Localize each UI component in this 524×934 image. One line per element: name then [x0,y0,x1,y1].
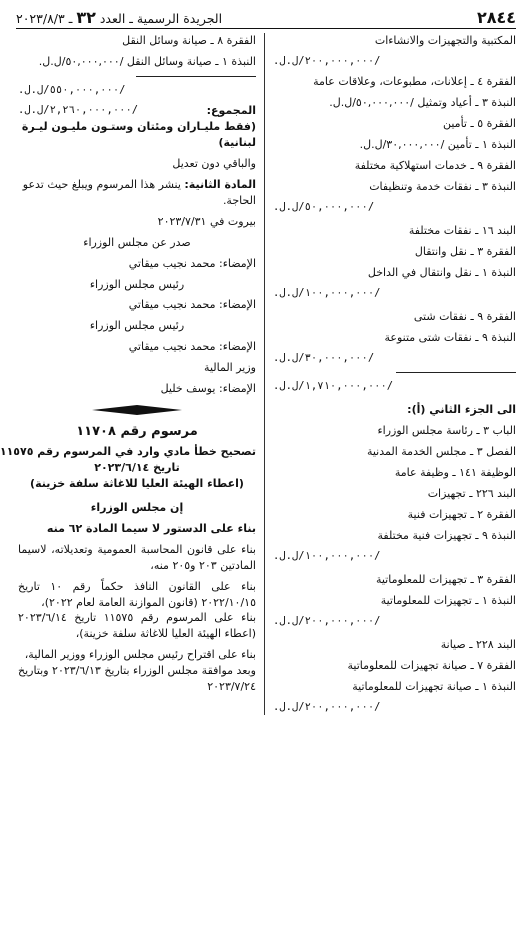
recital: وبعد موافقة مجلس الوزراء بتاريخ ٢٠٢٣/٦/١٣ وبتاريخ ٢٠٢٣/٧/٢٤ [18,664,256,694]
text-line: الفقرة ٤ ـ إعلانات، مطبوعات، وعلاقات عامة [313,75,516,89]
article-label: المادة الثانية: [184,177,256,191]
issue-number: ٣٢ [76,7,96,27]
recital: بناء على القانون النافذ حكماً رقم ١٠ تاريخ ٢٠٢٢/١٠/١٥ (قانون الموازنة العامة لعام ٢٠٢٢)، [18,579,256,609]
recital: بناء على المرسوم رقم ١١٥٧٥ تاريخ ٢٠٢٣/٦/١٤ (اعطاء الهيئة العليا للاغاثة سلفة خزينة)، [18,611,257,641]
total-in-words: (فقط مليـاران ومئتان وستـون مليـون ليـرة لبنانية) [21,120,256,149]
divider [396,372,516,373]
total-label: المجموع: [206,104,256,118]
signature-line: الإمضاء: محمد نجيب ميقاتي [128,340,256,354]
amount-line: /١٠٠,٠٠٠,٠٠٠/ل.ل. [273,286,381,299]
text-line: الفقرة ٨ ـ صيانة وسائل النقل [122,34,256,47]
signature-line: الإمضاء: يوسف خليل [160,382,256,396]
text-line: النبذة ١ ـ تجهيزات للمعلوماتية [380,594,516,608]
text-line: النبذة ٩ ـ تجهيزات فنية مختلفة [377,528,516,542]
amount-line: /٢٠٠,٠٠٠,٠٠٠/ل.ل. [273,54,381,67]
text-line: البند ٢٢٦ ـ تجهيزات [427,487,516,501]
section-heading: الى الجزء الثاني (أ): [407,403,516,417]
decree-date: تاريخ ٢٠٢٣/٦/١٤ [94,460,180,474]
right-column [267,33,516,715]
text-line: الفقرة ٣ ـ تجهيزات للمعلوماتية [375,573,516,587]
text-line: البند ١٦ ـ نفقات مختلفة [408,224,516,237]
page-number: ٢٨٤٤ [476,7,516,27]
left-column [0,33,265,715]
page-header [16,6,516,29]
title-line: رئيس مجلس الوزراء [89,319,185,333]
text-line: الفقرة ٧ ـ صيانة تجهيزات للمعلوماتية [347,659,516,673]
amount-line: /٣٠,٠٠٠,٠٠٠/ل.ل. [273,351,375,364]
text-line: النبذة ١ ـ صيانة تجهيزات للمعلوماتية [352,680,516,694]
text-line: الفقرة ٣ ـ نقل وانتقال [414,244,516,258]
text-line: الوظيفة ١٤١ ـ وظيفة عامة [394,466,516,480]
issued-line: صدر عن مجلس الوزراء [83,235,191,249]
decree-parenthetical: (اعطاء الهيئة العليا للاغاثة سلفة خزينة) [30,476,244,490]
title-line: وزير المالية [204,361,256,375]
constitution-line: بناء على الدستور لا سيما المادة ٦٢ منه [46,521,256,535]
text-line: النبذة ٣ ـ نفقات خدمة وتنظيفات [369,179,516,193]
text-line: الفقرة ٩ ـ خدمات استهلاكية مختلفة [354,158,516,172]
text-line: النبذة ١ ـ نقل وانتقال في الداخل [367,265,516,279]
council-heading: إن مجلس الوزراء [90,500,184,514]
text-line: المكتبية والتجهيزات والانشاءات [374,34,516,47]
ornament-icon [92,404,182,416]
total-amount-line: /١,٧١٠,٠٠٠,٠٠٠/ل.ل. [273,380,394,393]
text-line: الباب ٣ ـ رئاسة مجلس الوزراء [377,424,516,438]
amount-line: /٥٠,٠٠٠,٠٠٠/ل.ل. [273,200,375,213]
text-line: والباقي دون تعديل [172,156,256,170]
text-line: الفقرة ٢ ـ تجهيزات فنية [407,508,516,522]
divider [136,76,256,77]
decree-title: مرسوم رقم ١١٧٠٨ [76,424,198,440]
text-line: الفقرة ٥ ـ تأمين [442,117,516,131]
recital: بناء على اقتراح رئيس مجلس الوزراء ووزير المالية، [24,648,256,662]
amount-line: /٢٠٠,٠٠٠,٠٠٠/ل.ل. [273,615,381,627]
amount-line: /٥٥٠,٠٠٠,٠٠٠/ل.ل. [18,83,126,96]
issue-date: ـ ٢٠٢٣/٨/٣ [16,10,73,26]
total-amount: /٢,٢٦٠,٠٠٠,٠٠٠/ل.ل. [18,104,139,117]
signature-line: الإمضاء: محمد نجيب ميقاتي [128,298,256,312]
text-line: النبذة ٣ ـ أعياد وتمثيل /٥٠,٠٠٠,٠٠٠/ل.ل. [329,96,516,110]
text-line: الفقرة ٩ ـ نفقات شتى [413,310,516,324]
article-text: ينشر هذا المرسوم ويبلغ حيث تدعو الحاجة. [22,177,256,207]
date-line: بيروت في ٢٠٢٣/٧/٣١ [157,214,256,228]
recital: بناء على قانون المحاسبة العمومية وتعديلاته، لاسيما المادتين ٢٠٣ و٢٠٥ منه، [18,542,256,572]
text-line: النبذة ١ ـ تأمين /٣٠,٠٠٠,٠٠٠/ل.ل. [359,137,516,151]
text-line: الفصل ٣ ـ مجلس الخدمة المدنية [366,445,516,459]
separator-ornament [18,403,256,417]
decree-subject: تصحيح خطأ مادي وارد في المرسوم رقم ١١٥٧٥ [0,445,256,458]
title-line: رئيس مجلس الوزراء [89,277,185,291]
text-line: البند ٢٢٨ ـ صيانة [440,638,516,652]
text-line: النبذة ١ ـ صيانة وسائل النقل /٥٠,٠٠٠,٠٠٠/ل.ل. [38,54,256,68]
article-two [18,177,256,209]
amount-line: /٢٠٠,٠٠٠,٠٠٠/ل.ل. [273,701,381,714]
gazette-title [16,8,222,27]
amount-line: /١٠٠,٠٠٠,٠٠٠/ل.ل. [273,549,381,562]
total-line [18,103,256,119]
gazette-name: الجريدة الرسمية ـ العدد [99,10,223,26]
text-line: النبذة ٩ ـ نفقات شتى متنوعة [384,330,516,344]
signature-line: الإمضاء: محمد نجيب ميقاتي [128,256,256,270]
